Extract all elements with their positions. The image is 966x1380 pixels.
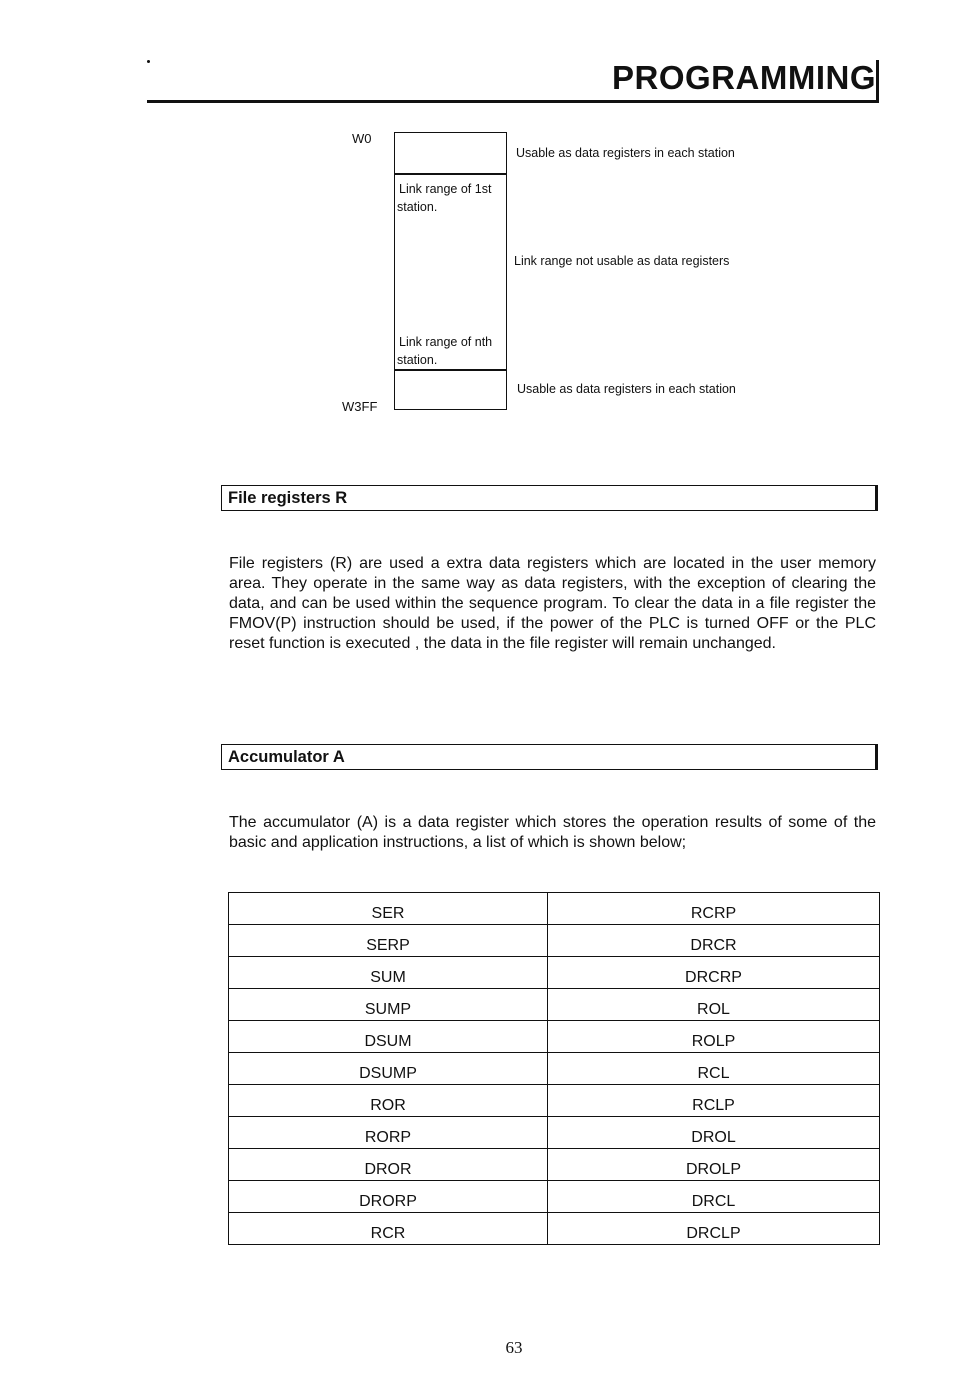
diagram-start-label: W0 <box>352 131 372 146</box>
stray-dot <box>147 60 150 63</box>
header-rule-tick <box>876 60 879 100</box>
file-registers-paragraph: File registers (R) are used a extra data registers which are located in the user memory area. They operate in the same way as data registers, with the exception of clearing the data, and can be used within the sequence program. To clear the data in a file register the FMOV(P) instruction should be used, if the power of the PLC is turned OFF or the PLC reset function is executed , the data in the file register will remain unchanged. <box>229 555 876 652</box>
table-cell: RCR <box>229 1213 548 1245</box>
nth-station-label <box>399 333 492 369</box>
header-rule <box>147 100 879 103</box>
page-number: 63 <box>505 1338 523 1357</box>
table-row <box>229 989 880 1021</box>
table-cell: ROR <box>229 1085 548 1117</box>
table-cell: DRORP <box>229 1181 548 1213</box>
link-range-divider-bottom <box>394 369 507 371</box>
section-heading-accumulator <box>221 744 878 770</box>
section-heading-file-registers <box>221 485 878 511</box>
note-usable-bottom: Usable as data registers in each station <box>517 382 736 396</box>
table-cell: SUMP <box>229 989 548 1021</box>
table-row <box>229 1117 880 1149</box>
table-cell: SUM <box>229 957 548 989</box>
first-station-label-line2: station. <box>397 200 438 214</box>
table-cell: DRCL <box>548 1181 880 1213</box>
first-station-label <box>399 180 491 216</box>
table-row <box>229 893 880 925</box>
table-row <box>229 1149 880 1181</box>
note-not-usable: Link range not usable as data registers <box>514 254 730 268</box>
table-cell: RORP <box>229 1117 548 1149</box>
nth-station-label-line1: Link range of nth <box>399 335 493 349</box>
accumulator-paragraph: The accumulator (A) is a data register which stores the operation results of some of the basic and application instructions, a list of which is shown below; <box>229 814 876 851</box>
table-cell: DSUM <box>229 1021 548 1053</box>
diagram-end-label: W3FF <box>342 399 378 414</box>
table-cell: DSUMP <box>229 1053 548 1085</box>
table-cell: DROR <box>229 1149 548 1181</box>
accumulator-instructions-table <box>228 892 880 1245</box>
table-row <box>229 1213 880 1245</box>
table-row <box>229 1085 880 1117</box>
table-cell: RCRP <box>548 893 880 925</box>
table-cell: DRCRP <box>548 957 880 989</box>
table-cell: SERP <box>229 925 548 957</box>
table-cell: DROLP <box>548 1149 880 1181</box>
table-cell: RCL <box>548 1053 880 1085</box>
table-cell: SER <box>229 893 548 925</box>
table-cell: DRCR <box>548 925 880 957</box>
table-row <box>229 1021 880 1053</box>
page-header-title: PROGRAMMING <box>612 59 876 96</box>
table-row <box>229 1053 880 1085</box>
table-cell: DROL <box>548 1117 880 1149</box>
table-row <box>229 957 880 989</box>
first-station-label-line1: Link range of 1st <box>399 182 492 196</box>
table-cell: ROLP <box>548 1021 880 1053</box>
section-title-accumulator: Accumulator A <box>228 748 345 766</box>
section-title-file-registers: File registers R <box>228 489 348 507</box>
link-range-divider-top <box>394 173 507 175</box>
table-cell: ROL <box>548 989 880 1021</box>
table-cell: DRCLP <box>548 1213 880 1245</box>
table-row <box>229 925 880 957</box>
nth-station-label-line2: station. <box>397 353 438 367</box>
table-cell: RCLP <box>548 1085 880 1117</box>
note-usable-top: Usable as data registers in each station <box>516 146 735 160</box>
table-row <box>229 1181 880 1213</box>
